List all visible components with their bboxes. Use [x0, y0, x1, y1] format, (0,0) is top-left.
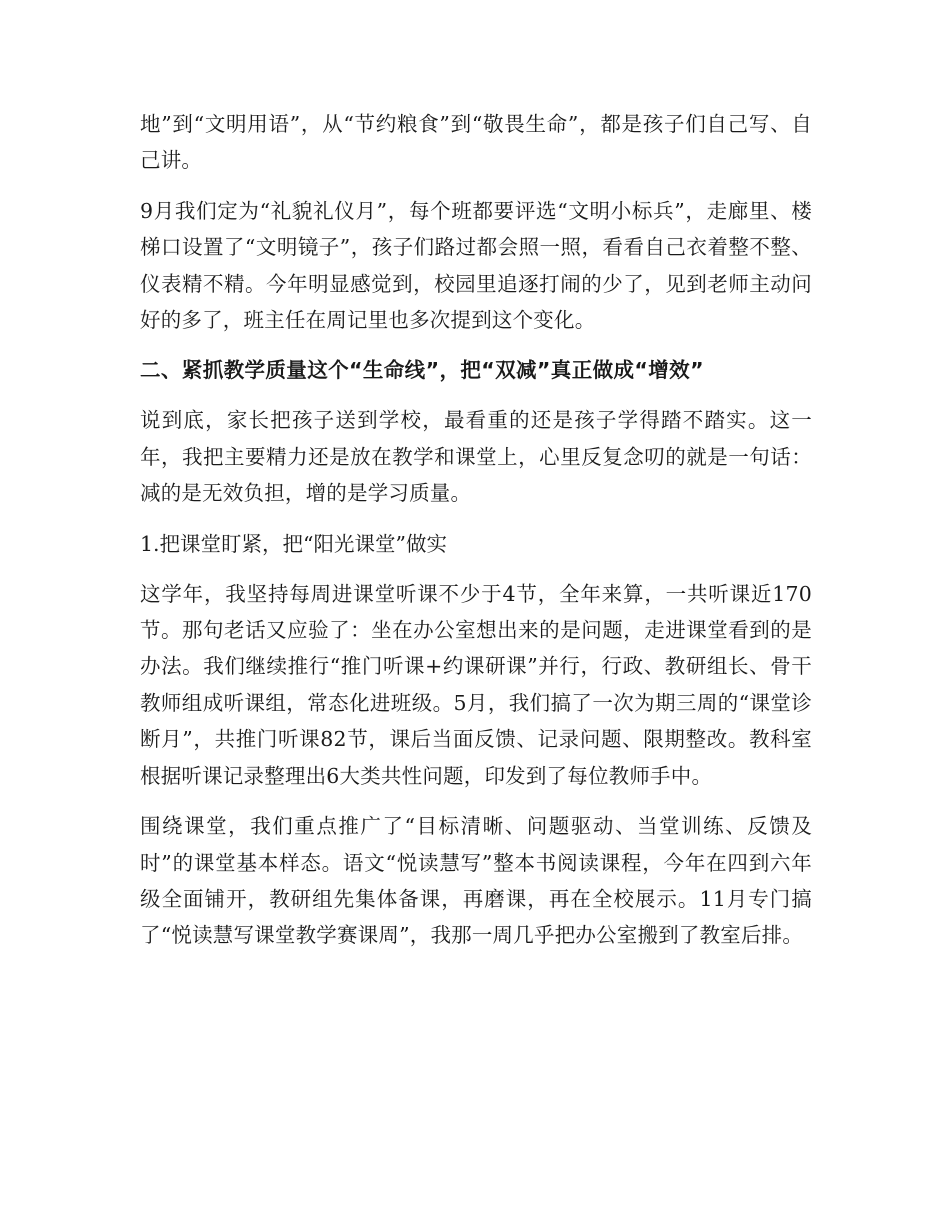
document-page — [140, 106, 812, 968]
section-heading: 二、紧抓教学质量这个“生命线”，把“双减”真正做成“增效” — [140, 358, 704, 383]
section-intro: 说到底，家长把孩子送到学校，最看重的还是孩子学得踏不踏实。这一年，我把主要精力还是放在教学和课堂上，心里反复念叨的就是一句话：减的是无效负担，增的是学习质量。 — [140, 408, 812, 506]
subsection-title: 1.把课堂盯紧，把“阳光课堂”做实 — [140, 531, 448, 556]
paragraph-continuation: 地”到“文明用语”，从“节约粮食”到“敬畏生命”，都是孩子们自己写、自己讲。 — [140, 112, 812, 173]
paragraph-classroom-observation: 这学年，我坚持每周进课堂听课不少于4节，全年来算，一共听课近170节。那句老话又应验了：坐在办公室想出来的是问题，走进课堂看到的是办法。我们继续推行“推门听课+约课研课”并行，行政、教研组长、骨干教师组成听课组，常态化进班级。5月，我们搞了一次为期三周的“课堂诊断月”，共推门听课82节，课后当面反馈、记录问题、限期整改。教科室根据听课记录整理出6大类共性问题，印发到了每位教师手中。 — [140, 581, 812, 788]
paragraph-classroom-model: 围绕课堂，我们重点推广了“目标清晰、问题驱动、当堂训练、反馈及时”的课堂基本样态。语文“悦读慧写”整本书阅读课程，今年在四到六年级全面铺开，教研组先集体备课，再磨课，再在全校展示。11月专门搞了“悦读慧写课堂教学赛课周”，我那一周几乎把办公室搬到了教室后排。 — [140, 814, 812, 948]
paragraph-etiquette-month: 9月我们定为“礼貌礼仪月”，每个班都要评选“文明小标兵”，走廊里、楼梯口设置了“文明镜子”，孩子们路过都会照一照，看看自己衣着整不整、仪表精不精。今年明显感觉到，校园里追逐打闹的少了，见到老师主动问好的多了，班主任在周记里也多次提到这个变化。 — [140, 198, 812, 333]
